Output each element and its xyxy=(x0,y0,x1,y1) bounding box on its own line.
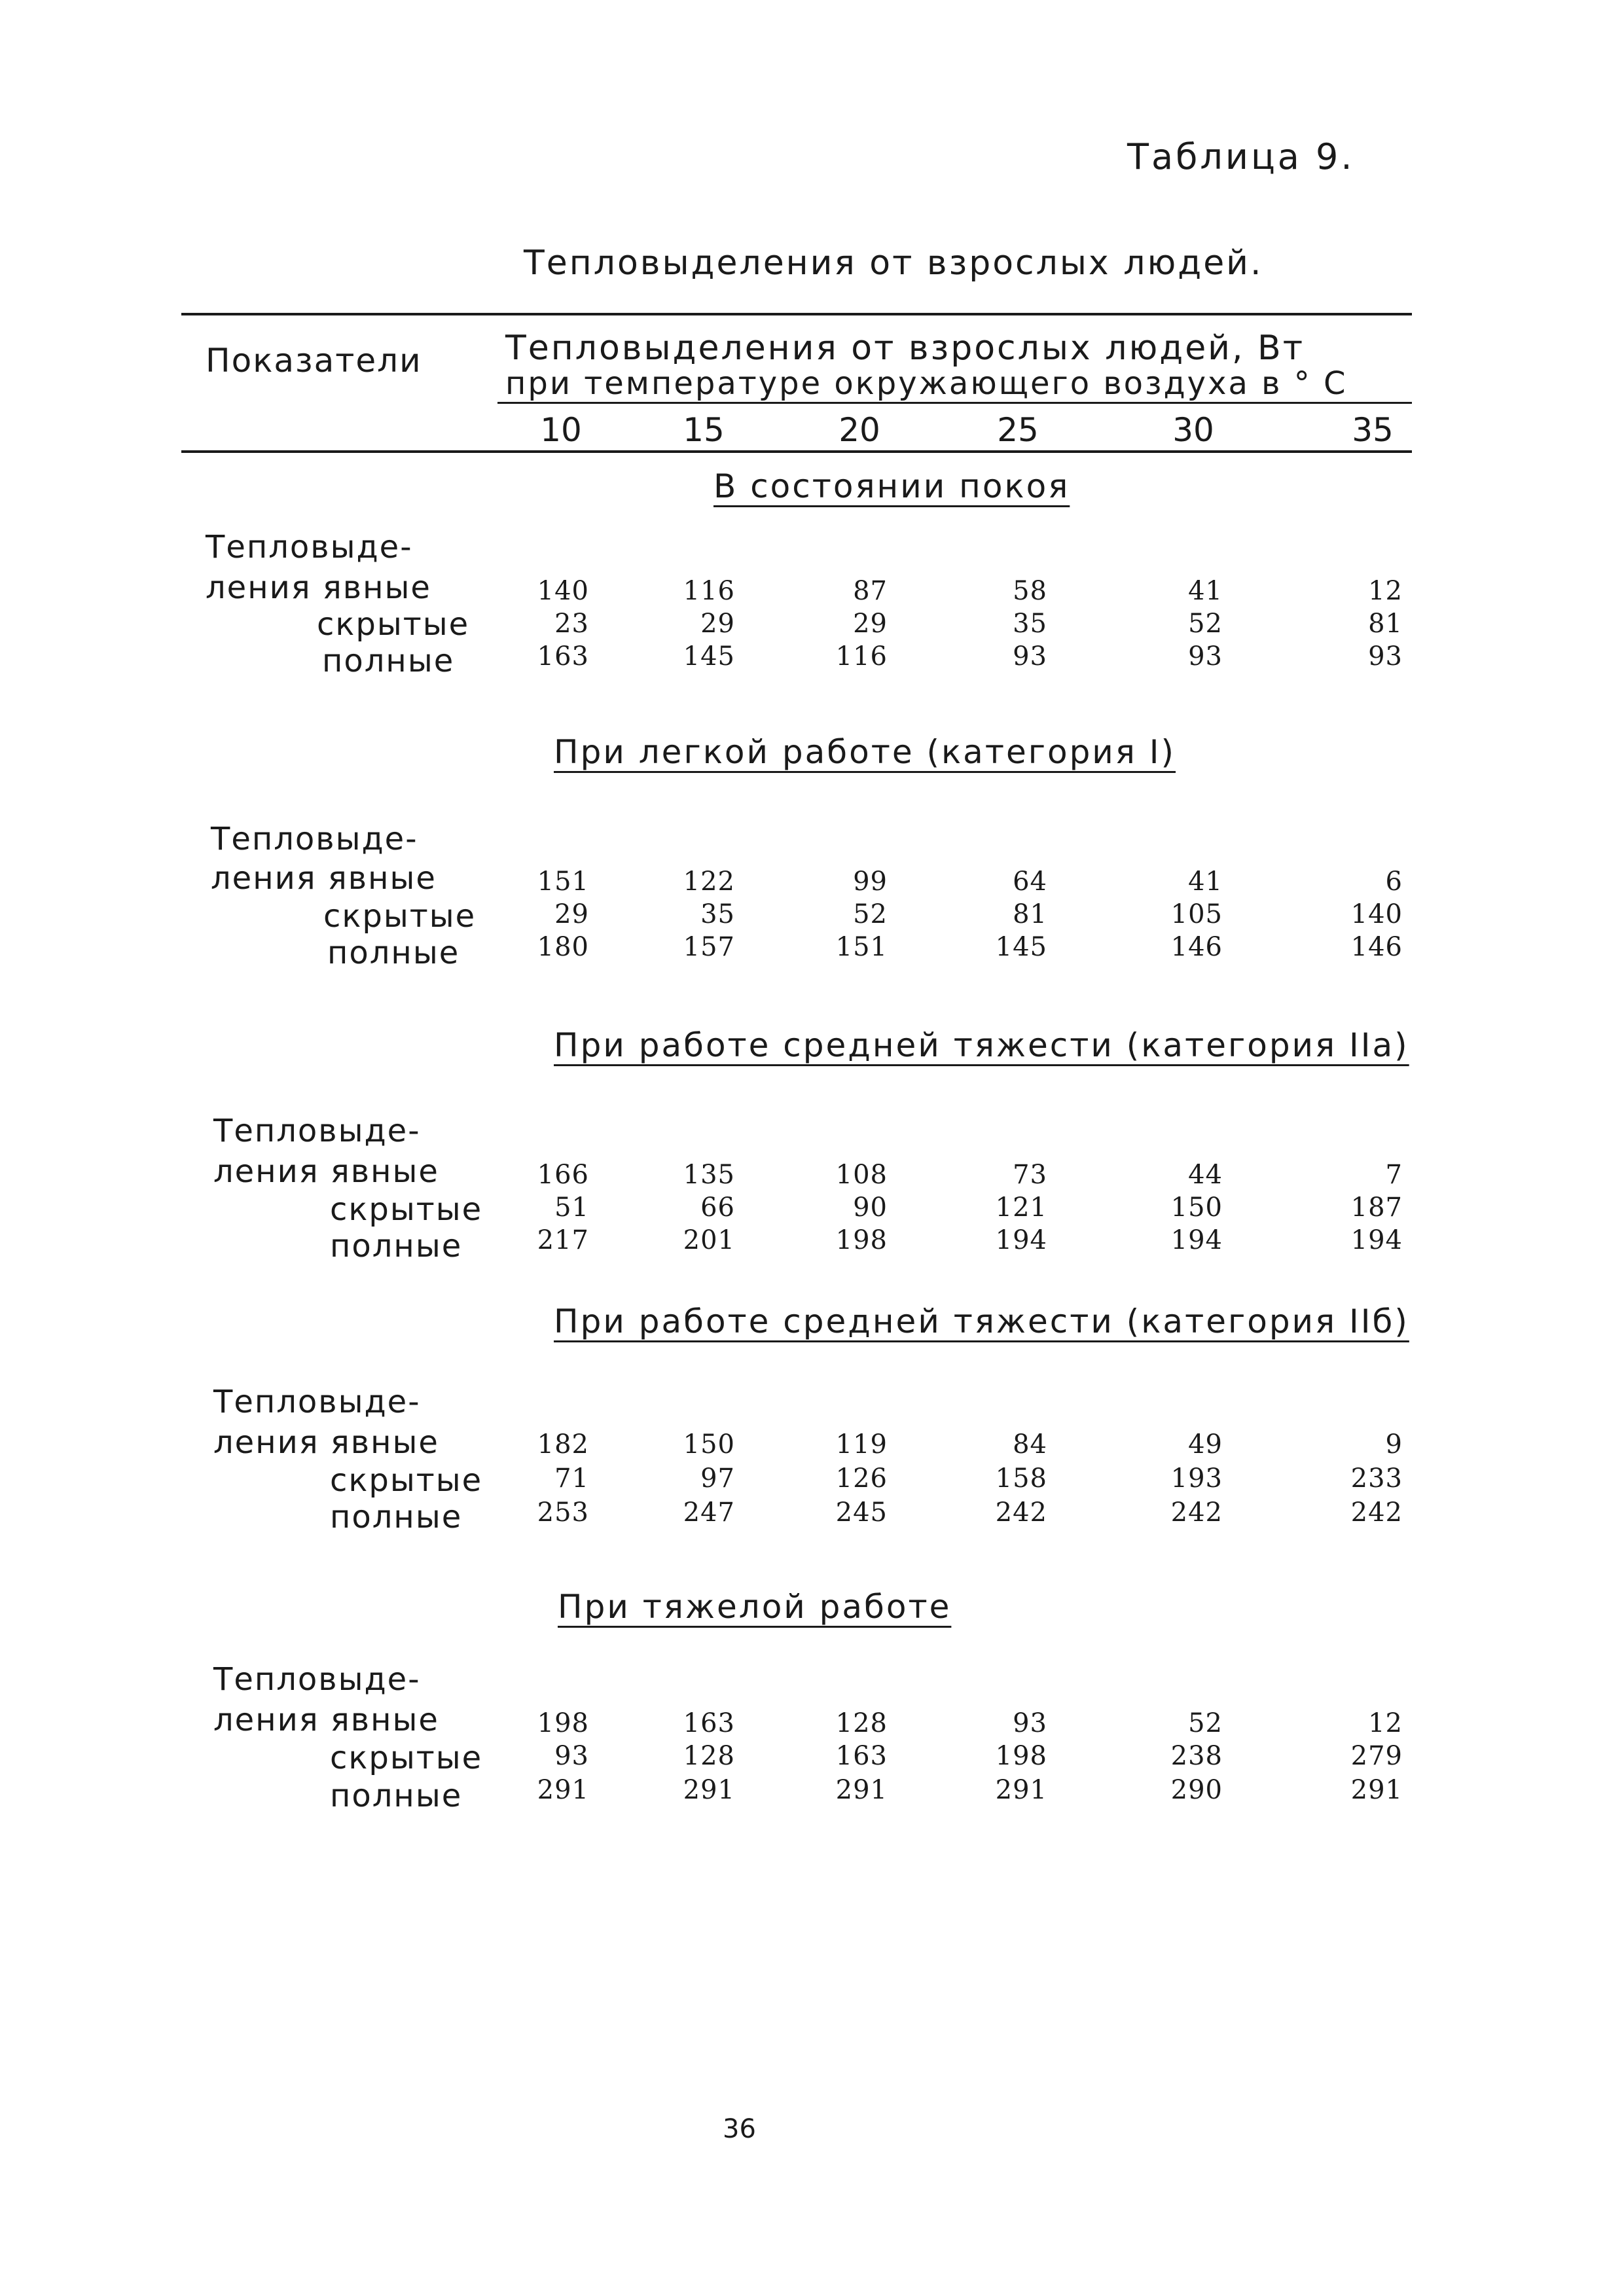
header-bottom-rule xyxy=(181,450,1412,453)
cell-value: 90 xyxy=(853,1193,888,1223)
cell-value: 151 xyxy=(835,932,888,962)
cell-value: 150 xyxy=(683,1429,735,1460)
cell-value: 146 xyxy=(1350,932,1403,962)
row-label-latent: скрытые xyxy=(330,1191,483,1228)
cell-value: 29 xyxy=(853,609,888,639)
cell-value: 128 xyxy=(835,1708,888,1738)
cell-value: 163 xyxy=(537,641,589,672)
cell-value: 81 xyxy=(1013,899,1047,929)
cell-value: 253 xyxy=(537,1498,589,1528)
cell-value: 238 xyxy=(1170,1741,1223,1771)
cell-value: 145 xyxy=(995,932,1047,962)
row-label-latent: скрытые xyxy=(330,1740,483,1776)
cell-value: 41 xyxy=(1188,867,1223,897)
cell-value: 128 xyxy=(683,1741,735,1771)
cell-value: 23 xyxy=(554,609,589,639)
cell-value: 279 xyxy=(1350,1741,1403,1771)
cell-value: 81 xyxy=(1368,609,1403,639)
row-label-explicit: ления явные xyxy=(206,569,431,606)
cell-value: 73 xyxy=(1013,1160,1047,1190)
cell-value: 166 xyxy=(537,1160,589,1190)
cell-value: 12 xyxy=(1368,1708,1403,1738)
temp-column-header: 15 xyxy=(683,411,725,449)
row-group-label: Тепловыде- xyxy=(206,529,413,565)
cell-value: 163 xyxy=(683,1708,735,1738)
cell-value: 29 xyxy=(554,899,589,929)
cell-value: 201 xyxy=(683,1225,735,1255)
cell-value: 84 xyxy=(1013,1429,1047,1460)
cell-value: 93 xyxy=(1368,641,1403,672)
row-group-label: Тепловыде- xyxy=(213,1384,421,1420)
cell-value: 6 xyxy=(1385,867,1403,897)
cell-value: 140 xyxy=(1350,899,1403,929)
cell-value: 9 xyxy=(1385,1429,1403,1460)
cell-value: 35 xyxy=(1013,609,1047,639)
cell-value: 93 xyxy=(1013,1708,1047,1738)
section-title: При работе средней тяжести (категория IIа) xyxy=(554,1026,1409,1064)
cell-value: 52 xyxy=(1188,1708,1223,1738)
temp-column-header: 25 xyxy=(997,411,1039,449)
table-top-rule xyxy=(181,313,1412,315)
table-number: Таблица 9. xyxy=(1127,136,1355,177)
cell-value: 242 xyxy=(1350,1498,1403,1528)
cell-value: 242 xyxy=(995,1498,1047,1528)
cell-value: 198 xyxy=(995,1741,1047,1771)
cell-value: 52 xyxy=(1188,609,1223,639)
cell-value: 145 xyxy=(683,641,735,672)
cell-value: 66 xyxy=(700,1193,735,1223)
cell-value: 12 xyxy=(1368,576,1403,606)
cell-value: 44 xyxy=(1188,1160,1223,1190)
header-heat-output: Тепловыделения от взрослых людей, Вт xyxy=(505,329,1305,368)
temp-column-header: 20 xyxy=(839,411,880,449)
header-indicators: Показатели xyxy=(206,342,422,380)
cell-value: 247 xyxy=(683,1498,735,1528)
cell-value: 93 xyxy=(1013,641,1047,672)
cell-value: 87 xyxy=(853,576,888,606)
cell-value: 233 xyxy=(1350,1463,1403,1494)
cell-value: 135 xyxy=(683,1160,735,1190)
cell-value: 150 xyxy=(1170,1193,1223,1223)
row-label-total: полные xyxy=(322,643,455,679)
header-temperature-note: при температуре окружающего воздуха в ° С xyxy=(505,365,1348,402)
cell-value: 71 xyxy=(554,1463,589,1494)
cell-value: 29 xyxy=(700,609,735,639)
cell-value: 122 xyxy=(683,867,735,897)
temp-column-header: 10 xyxy=(540,411,582,449)
cell-value: 180 xyxy=(537,932,589,962)
cell-value: 217 xyxy=(537,1225,589,1255)
row-label-total: полные xyxy=(330,1778,463,1814)
cell-value: 291 xyxy=(537,1775,589,1805)
cell-value: 290 xyxy=(1170,1775,1223,1805)
cell-value: 291 xyxy=(683,1775,735,1805)
header-inner-rule xyxy=(497,402,1412,404)
row-label-latent: скрытые xyxy=(317,606,470,643)
cell-value: 194 xyxy=(995,1225,1047,1255)
cell-value: 52 xyxy=(853,899,888,929)
cell-value: 7 xyxy=(1385,1160,1403,1190)
cell-value: 291 xyxy=(835,1775,888,1805)
section-title: При легкой работе (категория I) xyxy=(554,733,1176,771)
cell-value: 116 xyxy=(835,641,888,672)
cell-value: 151 xyxy=(537,867,589,897)
cell-value: 157 xyxy=(683,932,735,962)
cell-value: 64 xyxy=(1013,867,1047,897)
row-group-label: Тепловыде- xyxy=(213,1113,421,1149)
row-label-explicit: ления явные xyxy=(213,1153,439,1190)
cell-value: 158 xyxy=(995,1463,1047,1494)
section-title: При тяжелой работе xyxy=(558,1588,952,1626)
cell-value: 97 xyxy=(700,1463,735,1494)
cell-value: 116 xyxy=(683,576,735,606)
row-label-explicit: ления явные xyxy=(213,1424,439,1461)
section-title: В состоянии покоя xyxy=(713,467,1070,505)
cell-value: 193 xyxy=(1170,1463,1223,1494)
cell-value: 99 xyxy=(853,867,888,897)
cell-value: 194 xyxy=(1170,1225,1223,1255)
row-label-total: полные xyxy=(330,1499,463,1535)
cell-value: 198 xyxy=(835,1225,888,1255)
row-label-explicit: ления явные xyxy=(211,860,437,897)
cell-value: 194 xyxy=(1350,1225,1403,1255)
cell-value: 146 xyxy=(1170,932,1223,962)
cell-value: 41 xyxy=(1188,576,1223,606)
cell-value: 126 xyxy=(835,1463,888,1494)
row-group-label: Тепловыде- xyxy=(213,1661,421,1698)
cell-value: 242 xyxy=(1170,1498,1223,1528)
cell-value: 121 xyxy=(995,1193,1047,1223)
row-label-explicit: ления явные xyxy=(213,1702,439,1738)
row-label-total: полные xyxy=(330,1228,463,1265)
cell-value: 58 xyxy=(1013,576,1047,606)
cell-value: 291 xyxy=(1350,1775,1403,1805)
cell-value: 291 xyxy=(995,1775,1047,1805)
cell-value: 35 xyxy=(700,899,735,929)
row-group-label: Тепловыде- xyxy=(211,821,418,857)
cell-value: 93 xyxy=(1188,641,1223,672)
table-title: Тепловыделения от взрослых людей. xyxy=(524,243,1263,283)
temp-column-header: 30 xyxy=(1172,411,1214,449)
cell-value: 105 xyxy=(1170,899,1223,929)
cell-value: 163 xyxy=(835,1741,888,1771)
cell-value: 119 xyxy=(835,1429,888,1460)
row-label-latent: скрытые xyxy=(323,898,477,935)
cell-value: 108 xyxy=(835,1160,888,1190)
row-label-latent: скрытые xyxy=(330,1462,483,1499)
page-number: 36 xyxy=(723,2114,756,2144)
cell-value: 198 xyxy=(537,1708,589,1738)
cell-value: 93 xyxy=(554,1741,589,1771)
section-title: При работе средней тяжести (категория IIб) xyxy=(554,1302,1409,1340)
cell-value: 140 xyxy=(537,576,589,606)
cell-value: 182 xyxy=(537,1429,589,1460)
temp-column-header: 35 xyxy=(1352,411,1394,449)
cell-value: 51 xyxy=(554,1193,589,1223)
cell-value: 49 xyxy=(1188,1429,1223,1460)
row-label-total: полные xyxy=(327,935,460,971)
cell-value: 187 xyxy=(1350,1193,1403,1223)
cell-value: 245 xyxy=(835,1498,888,1528)
